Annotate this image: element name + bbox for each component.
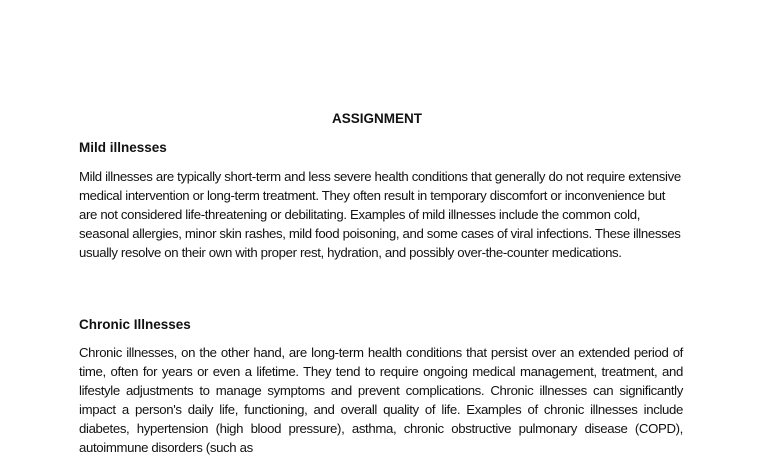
section-body-chronic-illnesses: Chronic illnesses, on the other hand, are long-term health conditions that persist over an extended period of time, often for years or even a lifetime. They tend to require ongoing medical management, treatment, and lifestyle adjustments to manage symptoms and prevent complications. Chronic illnesses can significantly impact a person's daily life, functioning, and overall quality of life. Examples of chronic illnesses include diabetes, hypertension (high blood pressure), asthma, chronic obstructive pulmonary disease (COPD), autoimmune disorders (such as	[79, 345, 683, 455]
document-title: ASSIGNMENT	[331, 111, 422, 126]
section-heading-chronic-illnesses: Chronic Illnesses	[79, 317, 191, 332]
section-heading-mild-illnesses: Mild illnesses	[79, 140, 167, 155]
section-body-mild-illnesses: Mild illnesses are typically short-term and less severe health conditions that generally do not require extensive medical intervention or long-term treatment. They often result in temporary discomfort or inconvenience but are not considered life-threatening or debilitating. Examples of mild illnesses include the common cold, seasonal allergies, minor skin rashes, mild food poisoning, and some cases of viral infections. These illnesses usually resolve on their own with proper rest, hydration, and possibly over-the-counter medications.	[79, 169, 681, 260]
